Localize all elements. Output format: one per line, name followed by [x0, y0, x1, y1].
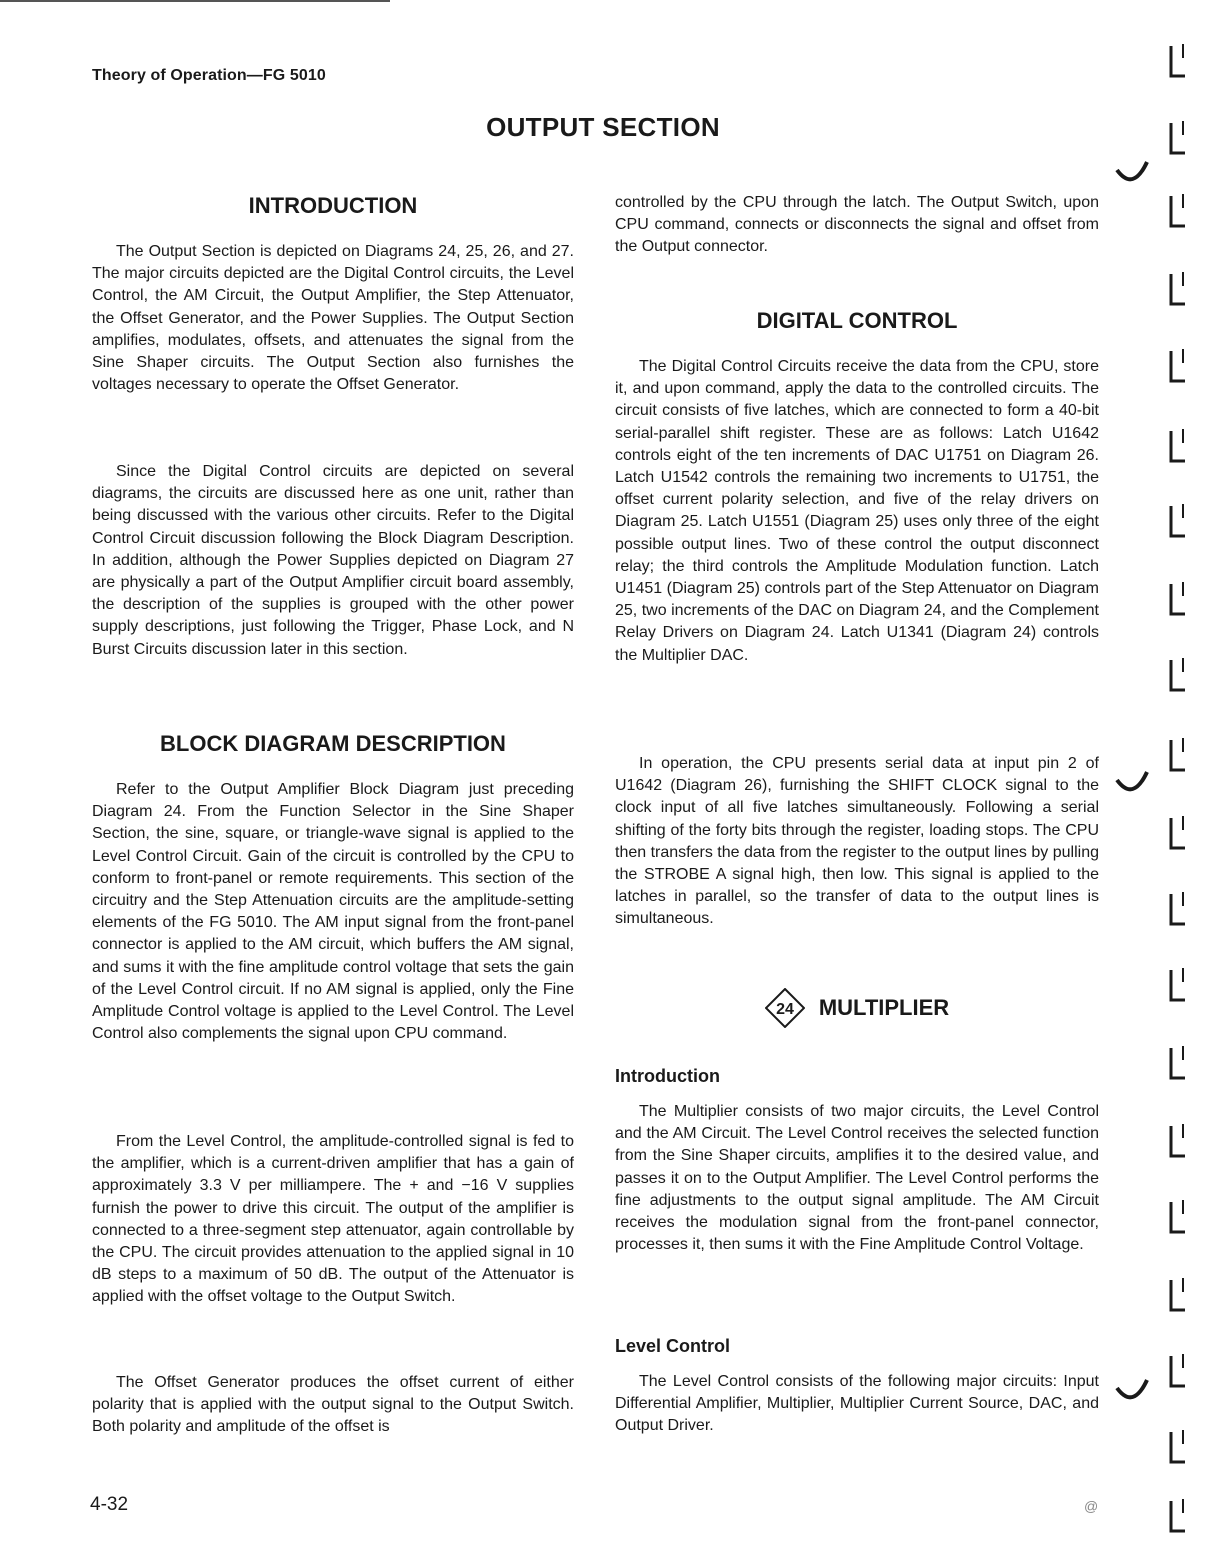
binding-curve-mark	[1117, 772, 1147, 789]
digital-control-paragraph-2: In operation, the CPU presents serial data at input pin 2 of U1642 (Diagram 26), furnishing the SHIFT CLOCK signal to the clock input of all five latches simultaneously. Following a serial shifting of the forty bits through the register, loading stops. The CPU then transfers the data from the register to the output lines by pulling the STROBE A signal high, then low. This signal is applied to the latches in parallel, so the transfer of data to the output lines is simultaneous.	[615, 755, 1099, 928]
introduction-heading: INTRODUCTION	[248, 193, 418, 218]
diagram-number-label: 24	[775, 1001, 794, 1018]
diagram-number-diamond-icon	[765, 988, 805, 1028]
introduction-paragraph-1: The Output Section is depicted on Diagrams 24, 25, 26, and 27. The major circuits depicted are the Digital Control circuits, the Level Control, the AM Circuit, the Output Amplifier, the Step Attenuator, the Offset Generator, and the Power Supplies. The Output Section amplifies, modulates, offsets, and attenuates the signal from the Sine Shaper circuits. The Output Section also furnishes the voltages necessary to operate the Offset Generator.	[92, 243, 574, 394]
binding-curve-mark	[1117, 1380, 1147, 1397]
block-diagram-paragraph-3: The Offset Generator produces the offset current of either polarity that is applied with the output signal to the Output Switch. Both polarity and amplitude of the offset is	[92, 1374, 574, 1436]
multiplier-introduction-heading: Introduction	[615, 1066, 720, 1086]
footer-mark: @	[1084, 1498, 1099, 1514]
level-control-heading: Level Control	[615, 1336, 731, 1356]
page-number: 4-32	[90, 1494, 129, 1515]
block-diagram-paragraph-1: Refer to the Output Amplifier Block Diagram just preceding Diagram 24. From the Function Selector in the Sine Shaper Section, the sine, square, or triangle-wave signal is applied to the Level Control Circuit. Gain of the circuit is controlled by the CPU to conform to front-panel or remote requirements. This section of the circuitry and the Step Attenuation circuits are the amplitude-setting elements of the FG 5010. The AM input signal from the front-panel connector is applied to the AM circuit, which buffers the AM signal, and sums it with the fine amplitude control voltage that sets the gain of the Level Control circuit. If no AM signal is applied, only the Fine Amplitude Control voltage is applied to the Level Control. The Level Control also complements the signal upon CPU command.	[92, 781, 574, 1043]
running-head: Theory of Operation—FG 5010	[92, 67, 326, 84]
introduction-paragraph-2: Since the Digital Control circuits are depicted on several diagrams, the circuits are discussed here as one unit, rather than being discussed with the various other circuits. Refer to the Digital Control Circuit discussion following the Block Diagram Description. In addition, although the Power Supplies depicted on Diagram 27 are physically a part of the Output Amplifier circuit board assembly, the description of the supplies is grouped with the other power supply descriptions, just following the Trigger, Phase Lock, and N Burst Circuits discussion later in this section.	[92, 463, 574, 658]
block-diagram-heading: BLOCK DIAGRAM DESCRIPTION	[160, 731, 506, 756]
block-diagram-paragraph-2: From the Level Control, the amplitude-controlled signal is fed to the amplifier, which is a current-driven amplifier that has a gain of approximately 3.3 V per milliampere. The + and −16 V supplies furnish the power to drive this circuit. The output of the amplifier is connected to a three-segment step attenuator, again controllable by the CPU. The circuit provides attenuation to the applied signal in 10 dB steps to a maximum of 50 dB. The output of the Attenuator is applied with the offset voltage to the Output Switch.	[92, 1133, 574, 1306]
binding-edge-marks	[1105, 40, 1206, 1560]
multiplier-heading	[615, 988, 1099, 1028]
digital-control-heading: DIGITAL CONTROL	[756, 308, 958, 333]
binding-curve-mark	[1117, 162, 1147, 179]
level-control-paragraph: The Level Control consists of the following major circuits: Input Differential Amplifier, Multiplier, Multiplier Current Source, DAC, and Output Driver.	[615, 1373, 1099, 1435]
multiplier-title: MULTIPLIER	[818, 995, 950, 1020]
multiplier-introduction-paragraph: The Multiplier consists of two major circuits, the Level Control and the AM Circuit. The Level Control receives the selected function from the Sine Shaper circuits, amplifies it to the desired value, and passes it on to the Output Amplifier. The Level Control performs the fine adjustments to the output signal amplitude. The AM Circuit receives the modulation signal from the front-panel connector, processes it, then sums it with the Fine Amplitude Control Voltage.	[615, 1103, 1099, 1254]
continuation-paragraph: controlled by the CPU through the latch. The Output Switch, upon CPU command, connects or disconnects the signal and offset from the Output connector.	[615, 194, 1099, 256]
top-rule	[0, 0, 390, 2]
digital-control-paragraph-1: The Digital Control Circuits receive the data from the CPU, store it, and upon command, apply the data to the controlled circuits. The circuit consists of five latches, which are connected to form a 40-bit serial-parallel shift register. These are as follows: Latch U1642 controls eight of the ten increments of DAC U1751 on Diagram 26. Latch U1542 controls the remaining two increments to U1751, the offset current polarity selection, and five of the relay drivers on Diagram 25. Latch U1551 (Diagram 25) uses only three of the eight possible output lines. Two of these control the output disconnect relay; the third controls the Amplitude Modulation function. Latch U1451 (Diagram 25) controls part of the Step Attenuator on Diagram 25, two increments of the DAC on Diagram 24, and the Complement Relay Drivers on Diagram 24. Latch U1341 (Diagram 24) controls the Multiplier DAC.	[615, 358, 1099, 664]
page-title: OUTPUT SECTION	[486, 112, 720, 142]
